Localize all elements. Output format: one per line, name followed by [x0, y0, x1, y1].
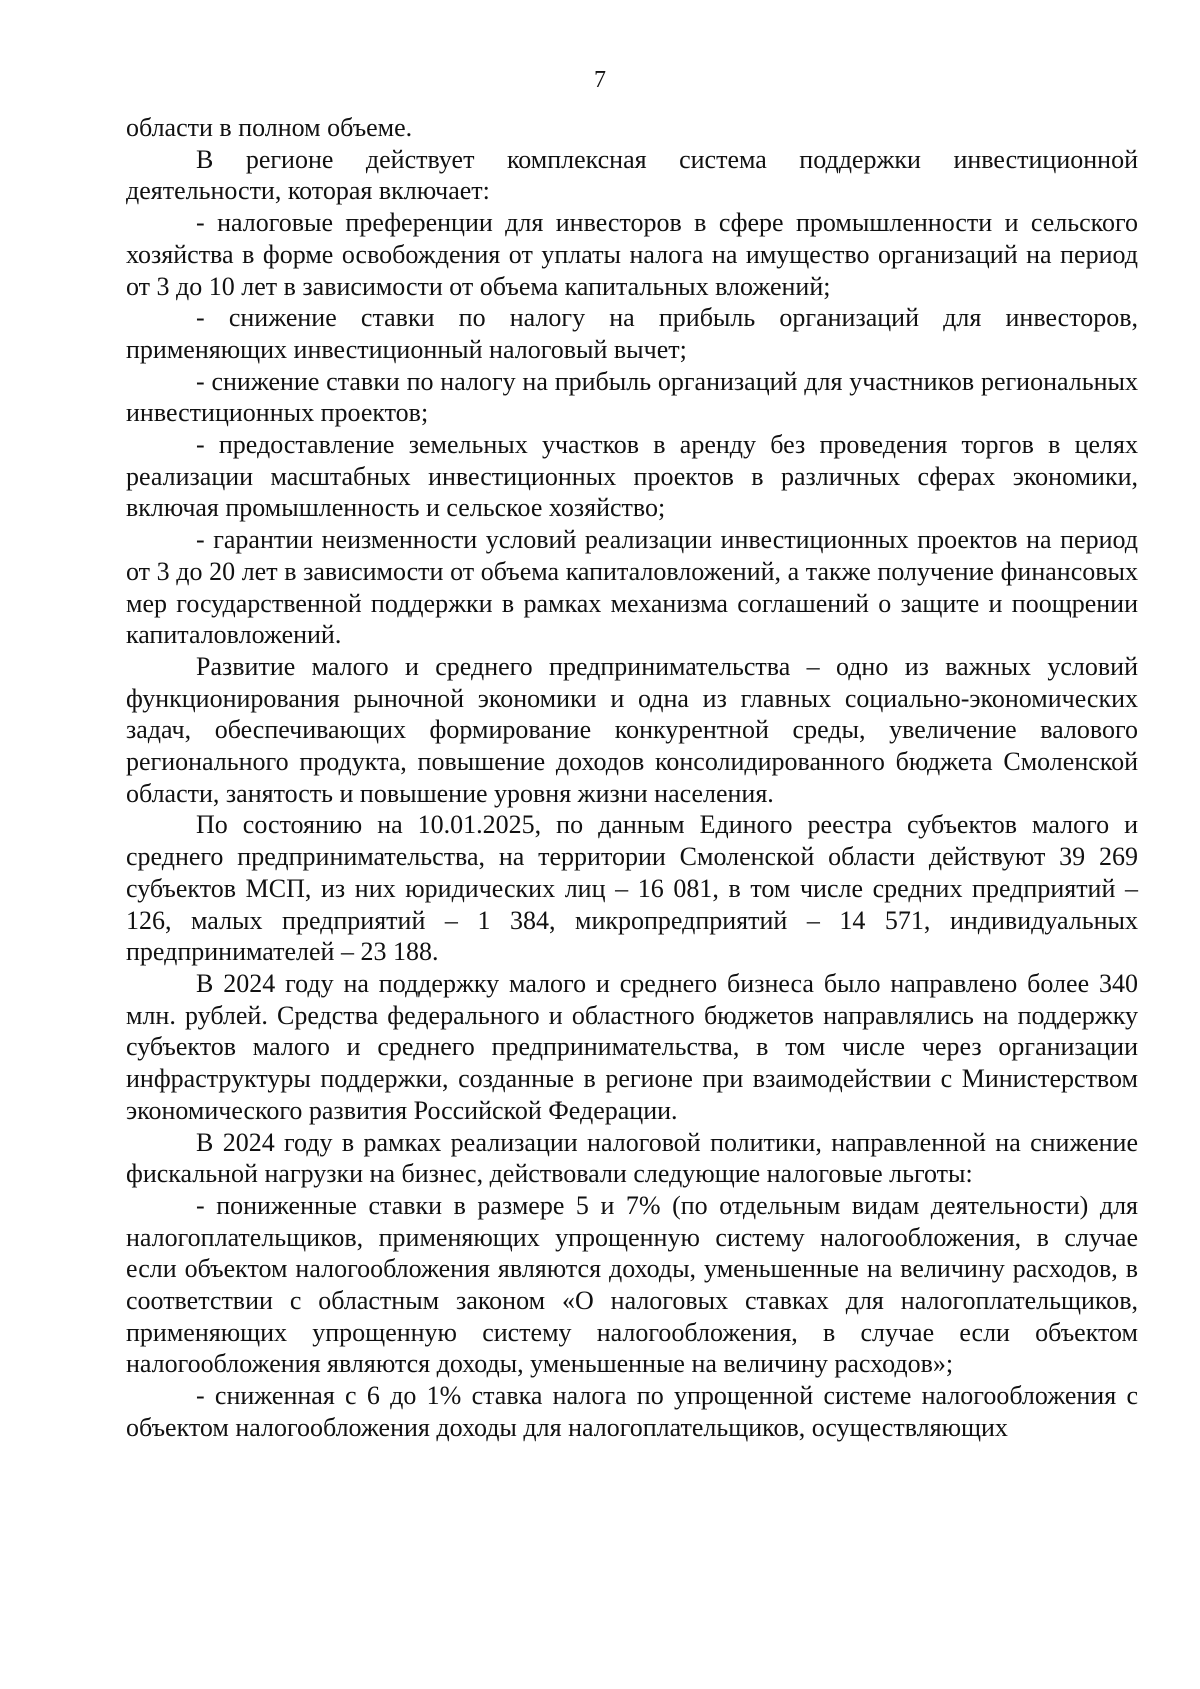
document-body	[126, 112, 1138, 1444]
page-number: 7	[594, 67, 606, 93]
paragraph: В 2024 году в рамках реализации налоговой политики, направленной на снижение фискальной нагрузки на бизнес, действовали следующие налоговые льготы:	[126, 1127, 1138, 1189]
paragraph: - предоставление земельных участков в аренду без проведения торгов в целях реализации масштабных инвестиционных проектов в различных сферах экономики, включая промышленность и сельское хозяйство;	[126, 430, 1138, 523]
paragraph: По состоянию на 10.01.2025, по данным Единого реестра субъектов малого и среднего предпринимательства, на территории Смоленской области действуют 39 269 субъектов МСП, из них юридических лиц – 16 081, в том числе средних предприятий – 126, малых предприятий – 1 384, микропредприятий – 14 571, индивидуальных предпринимателей – 23 188.	[126, 810, 1138, 967]
paragraph: - налоговые преференции для инвесторов в сфере промышленности и сельского хозяйства в форме освобождения от уплаты налога на имущество организаций на период от 3 до 10 лет в зависимости от объема капитальных вложений;	[126, 208, 1138, 301]
paragraph: Развитие малого и среднего предпринимательства – одно из важных условий функционирования рыночной экономики и одна из главных социально-экономических задач, обеспечивающих формирование конкурентной среды, увеличение валового регионального продукта, повышение доходов консолидированного бюджета Смоленской области, занятость и повышение уровня жизни населения.	[126, 651, 1138, 808]
paragraph: области в полном объеме.	[126, 113, 413, 142]
paragraph: - сниженная с 6 до 1% ставка налога по упрощенной системе налогообложения с объектом налогообложения доходы для налогоплательщиков, осуществляющих	[126, 1381, 1138, 1442]
paragraph: - снижение ставки по налогу на прибыль организаций для участников региональных инвестиционных проектов;	[126, 366, 1138, 428]
paragraph: - снижение ставки по налогу на прибыль организаций для инвесторов, применяющих инвестиционный налоговый вычет;	[126, 303, 1138, 364]
paragraph: В 2024 году на поддержку малого и среднего бизнеса было направлено более 340 млн. рублей. Средства федерального и областного бюджетов направлялись на поддержку субъектов малого и среднего предпринимательства, в том числе через организации инфраструктуры поддержки, созданные в регионе при взаимодействии с Министерством экономического развития Российской Федерации.	[126, 968, 1138, 1125]
paragraph: - гарантии неизменности условий реализации инвестиционных проектов на период от 3 до 20 лет в зависимости от объема капиталовложений, а также получение финансовых мер государственной поддержки в рамках механизма соглашений о защите и поощрении капиталовложений.	[126, 525, 1138, 650]
paragraph: В регионе действует комплексная система поддержки инвестиционной деятельности, которая включает:	[126, 144, 1138, 206]
paragraph: - пониженные ставки в размере 5 и 7% (по отдельным видам деятельности) для налогоплательщиков, применяющих упрощенную систему налогообложения, в случае если объектом налогообложения являются доходы, уменьшенные на величину расходов, в соответствии с областным законом «О налоговых ставках для налогоплательщиков, применяющих упрощенную систему налогообложения, в случае если объектом налогообложения являются доходы, уменьшенные на величину расходов»;	[126, 1190, 1138, 1379]
